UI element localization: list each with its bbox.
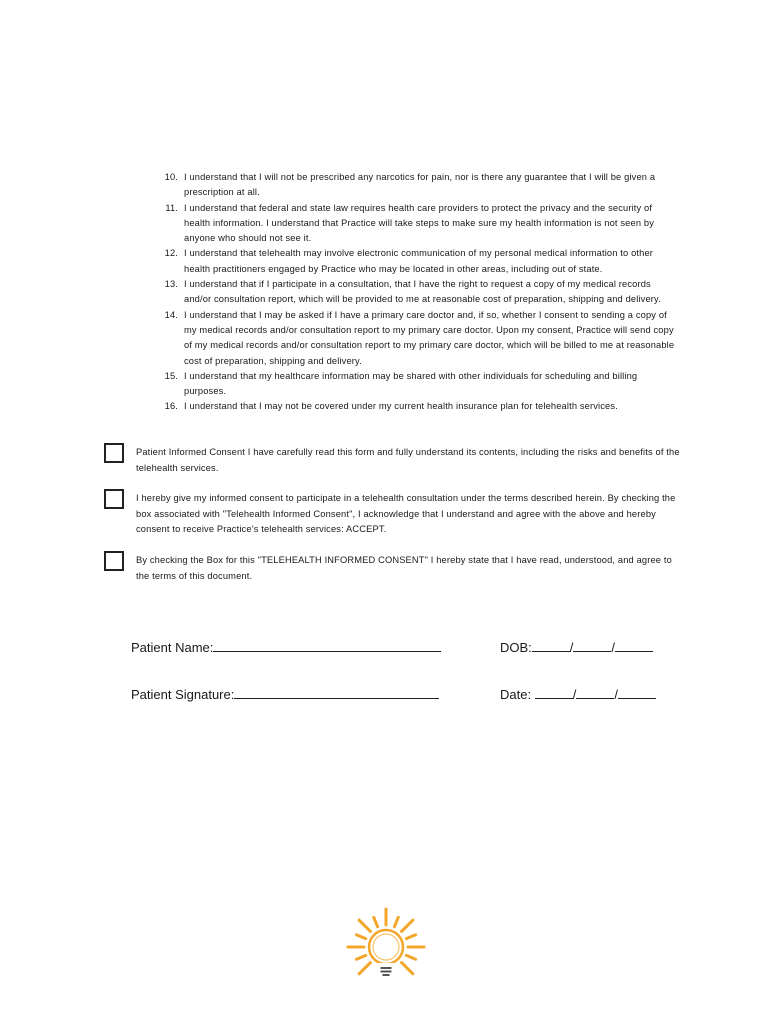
- sun-ray: [356, 955, 365, 959]
- term-number: 14.: [164, 309, 178, 320]
- term-item-13: [160, 277, 680, 308]
- date-field: [500, 685, 656, 702]
- sun-ray: [394, 917, 398, 926]
- date-separator: /: [572, 687, 577, 702]
- date-separator: /: [611, 640, 616, 655]
- dob-year-line[interactable]: [615, 638, 653, 652]
- sun-ray: [406, 935, 415, 939]
- patient-signature-label: Patient Signature:: [131, 687, 235, 702]
- accept-consent-checkbox[interactable]: [104, 489, 124, 509]
- term-number: 10.: [164, 172, 178, 182]
- term-item-11: [160, 201, 680, 247]
- informed-consent-checkbox[interactable]: [104, 443, 124, 463]
- term-item-14: [160, 308, 680, 369]
- term-number: 11.: [165, 202, 178, 213]
- consent-text: By checking the Box for this "TELEHEALTH INFORMED CONSENT" I hereby state that I have read, understood, and agree to the terms of this document.: [136, 555, 672, 581]
- sun-ray: [356, 935, 365, 939]
- patient-name-field: [131, 638, 441, 655]
- term-text: I understand that I may be asked if I have a primary care doctor and, if so, whether I consent to sending a copy of my medical records and/or consultation report to my primary care doctor. Upon my consent, Practice will send copy of my medical records and/or consultation report to my primary care doctor, which will be billed to me at reasonable cost of preparation, shipping and delivery.: [184, 309, 675, 366]
- term-item-16: [160, 399, 680, 414]
- term-text: I understand that if I participate in a consultation, that I have the right to request a copy of my medical records and/or consultation report, which will be provided to me at reasonable cost of preparation, shipping and delivery.: [184, 279, 661, 305]
- term-item-15: [160, 369, 680, 400]
- date-label: Date:: [500, 687, 535, 702]
- date-separator: /: [614, 687, 618, 702]
- date-year-line[interactable]: [618, 685, 656, 699]
- patient-signature-line[interactable]: [234, 685, 439, 699]
- dob-field: [500, 638, 653, 655]
- term-text: I understand that I will not be prescribed any narcotics for pain, nor is there any guarantee that I will be given a prescription at all.: [184, 172, 656, 198]
- agree-terms-checkbox[interactable]: [104, 551, 124, 571]
- term-number: 13.: [164, 279, 178, 290]
- sun-ray: [359, 920, 370, 931]
- term-text: I understand that I may not be covered under my current health insurance plan for telehealth services.: [184, 401, 618, 412]
- sun-ray: [359, 963, 370, 974]
- patient-name-label: Patient Name:: [131, 640, 214, 655]
- term-number: 15.: [164, 370, 178, 381]
- sun-ray: [406, 955, 415, 959]
- term-number: 16.: [164, 401, 178, 412]
- dob-month-line[interactable]: [532, 638, 570, 652]
- dob-label: DOB:: [500, 640, 532, 655]
- term-text: I understand that my healthcare information may be shared with other individuals for scheduling and billing purposes.: [184, 370, 638, 397]
- dob-day-line[interactable]: [573, 638, 611, 652]
- patient-name-line[interactable]: [213, 638, 441, 652]
- date-month-line[interactable]: [535, 685, 573, 699]
- term-text: I understand that federal and state law requires health care providers to protect the privacy and the security of health information. I understand that Practice will take steps to make sure my health information is not seen by anyone who should not see it.: [184, 202, 654, 244]
- terms-list: [160, 170, 680, 415]
- sun-ray: [374, 917, 378, 926]
- sun-lightbulb-logo-icon: [344, 905, 428, 989]
- date-day-line[interactable]: [576, 685, 614, 699]
- patient-signature-field: [131, 685, 439, 702]
- consent-text: I hereby give my informed consent to participate in a telehealth consultation under the terms described herein. By checking the box associated with "Telehealth Informed Consent", I acknowledge that I understand and agree with the above and hereby consent to receive Practice’s telehealth services: ACCEPT.: [136, 493, 676, 534]
- term-text: I understand that telehealth may involve electronic communication of my personal medical information to other health practitioners engaged by Practice who may be located in other areas, including out of state.: [184, 248, 654, 274]
- date-separator: /: [569, 640, 574, 655]
- term-number: 12.: [164, 248, 178, 259]
- term-item-12: [160, 246, 680, 277]
- sun-ray: [402, 963, 413, 974]
- term-item-10: [160, 170, 680, 201]
- sun-ray: [402, 920, 413, 931]
- consent-text: Patient Informed Consent I have carefully read this form and fully understand its contents, including the risks and benefits of the telehealth services.: [136, 447, 680, 473]
